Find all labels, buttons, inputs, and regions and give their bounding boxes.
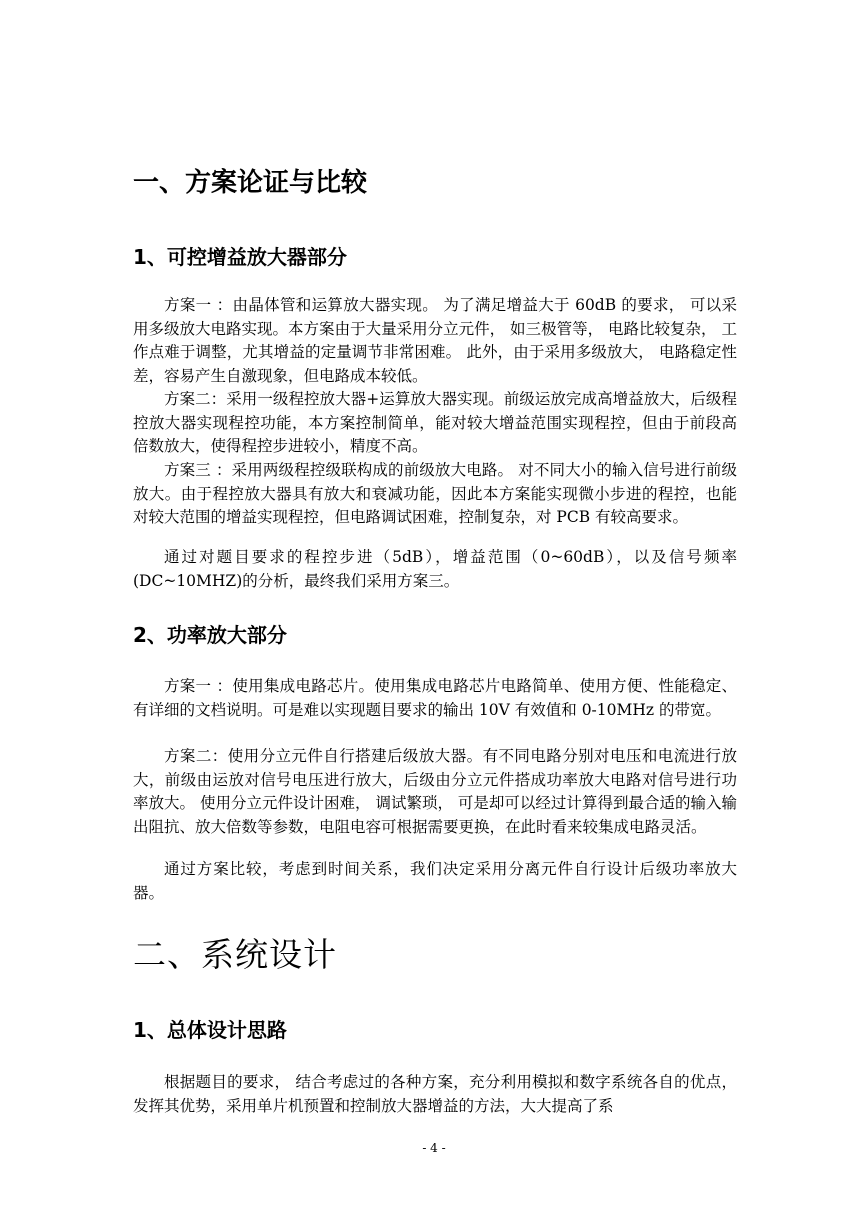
- page-number: - 4 -: [422, 1141, 446, 1155]
- paragraph-gain-scheme-2: 方案二：采用一级程控放大器+运算放大器实现。前级运放完成高增益放大，后级程控放大器实现程控功能，本方案控制简单，能对较大增益范围实现程控，但由于前段高倍数放大，使得程控步进较小，精度不高。: [133, 390, 737, 455]
- subsection-heading-power-amplifier: 2、功率放大部分: [133, 623, 287, 647]
- subsection-heading-gain-amplifier: 1、可控增益放大器部分: [133, 245, 347, 269]
- paragraph-power-scheme-2: 方案二：使用分立元件自行搭建后级放大器。有不同电路分别对电压和电流进行放大，前级由运放对信号电压进行放大，后级由分立元件搭成功率放大电路对信号进行功率放大。 使用分立元件设计困难， 调试繁琐， 可是却可以经过计算得到最合适的输入输出阻抗、放大倍数等参数，电阻电容可根据需要更换，在此时看来较集成电路灵活。: [133, 747, 737, 836]
- subsection-heading-overall-design: 1、总体设计思路: [133, 1018, 287, 1042]
- paragraph-gain-scheme-1: 方案一 ：由晶体管和运算放大器实现。 为了满足增益大于 60dB 的要求， 可以采用多级放大电路实现。本方案由于大量采用分立元件， 如三极管等， 电路比较复杂， 工作点难于调整，尤其增益的定量调节非常困难。 此外，由于采用多级放大， 电路稳定性差，容易产生自激现象，但电路成本较低。: [133, 296, 737, 385]
- section-heading-scheme-comparison: 一、方案论证与比较: [133, 168, 368, 198]
- paragraph-overall-design: 根据题目的要求， 结合考虑过的各种方案，充分利用模拟和数字系统各自的优点，发挥其优势，采用单片机预置和控制放大器增益的方法，大大提高了系: [133, 1073, 737, 1115]
- section-heading-system-design: 二、系统设计: [133, 935, 337, 974]
- paragraph-power-conclusion: 通过方案比较，考虑到时间关系，我们决定采用分离元件自行设计后级功率放大器。: [133, 860, 737, 902]
- paragraph-gain-conclusion: 通过对题目要求的程控步进（5dB），增益范围（0~60dB），以及信号频率(DC~10MHZ)的分析，最终我们采用方案三。: [133, 548, 737, 590]
- paragraph-gain-scheme-3: 方案三 ：采用两级程控级联构成的前级放大电路。 对不同大小的输入信号进行前级放大。由于程控放大器具有放大和衰减功能，因此本方案能实现微小步进的程控，也能对较大范围的增益实现程控，但电路调试困难，控制复杂，对 PCB 有较高要求。: [133, 461, 737, 526]
- paragraph-power-scheme-1: 方案一 ：使用集成电路芯片。使用集成电路芯片电路简单、使用方便、性能稳定、有详细的文档说明。可是难以实现题目要求的输出 10V 有效值和 0-10MHz 的带宽。: [133, 677, 737, 719]
